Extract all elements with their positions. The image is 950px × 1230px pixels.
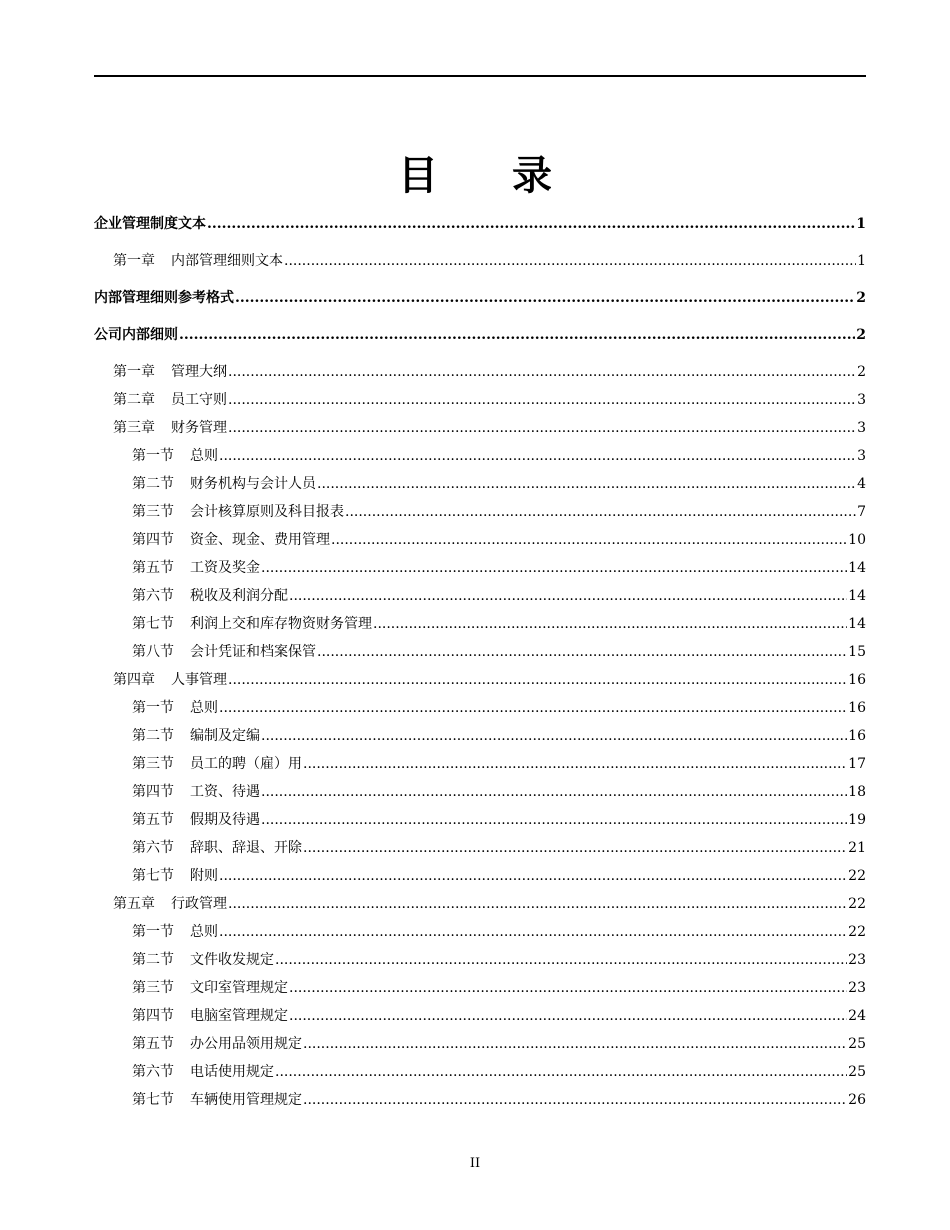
toc-entry-label: 员工守则 xyxy=(171,392,227,408)
toc-dot-leader xyxy=(284,247,856,275)
toc-entry[interactable] xyxy=(94,526,866,554)
toc-entry-page: 4 xyxy=(857,476,866,492)
toc-entry-label: 办公用品领用规定 xyxy=(190,1036,302,1052)
toc-dot-leader xyxy=(219,918,847,946)
toc-entry-label: 内部管理细则参考格式 xyxy=(94,290,234,306)
toc-entry-number: 第六节 xyxy=(132,588,174,604)
toc-entry-page: 14 xyxy=(848,616,866,632)
toc-dot-leader xyxy=(289,974,847,1002)
toc-entry[interactable] xyxy=(94,1086,866,1114)
toc-entry-page: 3 xyxy=(857,448,866,464)
toc-entry-page: 2 xyxy=(856,290,866,306)
toc-entry-page: 3 xyxy=(857,420,866,436)
toc-entry-number: 第五章 xyxy=(113,896,155,912)
toc-entry-label: 税收及利润分配 xyxy=(190,588,288,604)
page-title: 目 录 xyxy=(398,152,582,199)
toc-entry-number: 第二章 xyxy=(113,392,155,408)
toc-entry-page: 25 xyxy=(848,1064,866,1080)
header-rule xyxy=(94,75,866,77)
toc-entry[interactable] xyxy=(94,806,866,834)
toc-entry[interactable] xyxy=(94,247,866,275)
toc-entry-page: 22 xyxy=(848,868,866,884)
toc-entry-label: 公司内部细则 xyxy=(94,327,178,343)
toc-entry-page: 24 xyxy=(848,1008,866,1024)
toc-entry[interactable] xyxy=(94,210,866,247)
toc-entry-number: 第一节 xyxy=(132,448,174,464)
toc-entry-number: 第一章 xyxy=(113,253,155,269)
toc-entry-page: 10 xyxy=(848,532,866,548)
toc-entry-page: 17 xyxy=(848,756,866,772)
toc-entry[interactable] xyxy=(94,778,866,806)
toc-dot-leader xyxy=(303,1030,847,1058)
toc-entry[interactable] xyxy=(94,918,866,946)
toc-entry-page: 25 xyxy=(848,1036,866,1052)
toc-entry[interactable] xyxy=(94,946,866,974)
toc-entry-page: 21 xyxy=(848,840,866,856)
toc-entry-number: 第一节 xyxy=(132,924,174,940)
toc-entry-label: 会计凭证和档案保管 xyxy=(190,644,316,660)
toc-entry-number: 第二节 xyxy=(132,952,174,968)
toc-entry-number: 第四节 xyxy=(132,784,174,800)
toc-entry[interactable] xyxy=(94,834,866,862)
toc-entry-label: 电话使用规定 xyxy=(190,1064,274,1080)
toc-entry[interactable] xyxy=(94,722,866,750)
toc-entry-label: 行政管理 xyxy=(171,896,227,912)
toc-entry-number: 第五节 xyxy=(132,1036,174,1052)
toc-dot-leader xyxy=(303,834,847,862)
toc-dot-leader xyxy=(179,321,855,349)
table-of-contents xyxy=(94,210,866,1114)
toc-entry[interactable] xyxy=(94,442,866,470)
toc-dot-leader xyxy=(345,498,856,526)
toc-entry-number: 第四节 xyxy=(132,1008,174,1024)
toc-entry-page: 23 xyxy=(848,952,866,968)
toc-entry-page: 2 xyxy=(857,364,866,380)
toc-entry-number: 第七节 xyxy=(132,868,174,884)
toc-entry-number: 第六节 xyxy=(132,1064,174,1080)
toc-entry-label: 会计核算原则及科目报表 xyxy=(190,504,344,520)
toc-dot-leader xyxy=(228,666,847,694)
toc-entry[interactable] xyxy=(94,1030,866,1058)
toc-entry-page: 22 xyxy=(848,896,866,912)
toc-dot-leader xyxy=(228,386,856,414)
page-number: II xyxy=(469,1156,481,1171)
toc-dot-leader xyxy=(317,638,847,666)
toc-entry[interactable] xyxy=(94,321,866,358)
toc-entry-number: 第八节 xyxy=(132,644,174,660)
toc-entry-number: 第六节 xyxy=(132,840,174,856)
toc-entry-page: 14 xyxy=(848,560,866,576)
toc-entry-label: 车辆使用管理规定 xyxy=(190,1092,302,1108)
toc-entry-label: 工资、待遇 xyxy=(190,784,260,800)
toc-entry-label: 电脑室管理规定 xyxy=(190,1008,288,1024)
toc-entry[interactable] xyxy=(94,610,866,638)
toc-entry-page: 7 xyxy=(857,504,866,520)
toc-entry[interactable] xyxy=(94,554,866,582)
toc-entry-label: 文印室管理规定 xyxy=(190,980,288,996)
toc-entry[interactable] xyxy=(94,284,866,321)
toc-dot-leader xyxy=(275,1058,847,1086)
toc-entry-label: 假期及待遇 xyxy=(190,812,260,828)
toc-entry-label: 管理大纲 xyxy=(171,364,227,380)
toc-entry-label: 内部管理细则文本 xyxy=(171,253,283,269)
toc-entry[interactable] xyxy=(94,386,866,414)
toc-dot-leader xyxy=(261,778,847,806)
toc-entry-label: 编制及定编 xyxy=(190,728,260,744)
toc-entry-label: 资金、现金、费用管理 xyxy=(190,532,330,548)
toc-dot-leader xyxy=(261,806,847,834)
toc-entry-number: 第五节 xyxy=(132,812,174,828)
toc-dot-leader xyxy=(289,1002,847,1030)
toc-entry[interactable] xyxy=(94,582,866,610)
toc-entry-page: 2 xyxy=(856,327,866,343)
toc-dot-leader xyxy=(228,358,856,386)
toc-dot-leader xyxy=(235,284,855,312)
toc-entry-page: 22 xyxy=(848,924,866,940)
toc-entry[interactable] xyxy=(94,750,866,778)
toc-entry-page: 19 xyxy=(848,812,866,828)
toc-entry-page: 16 xyxy=(848,672,866,688)
toc-entry-page: 23 xyxy=(848,980,866,996)
toc-entry[interactable] xyxy=(94,470,866,498)
toc-entry-label: 文件收发规定 xyxy=(190,952,274,968)
toc-dot-leader xyxy=(289,582,847,610)
toc-entry[interactable] xyxy=(94,1058,866,1086)
toc-entry-label: 辞职、辞退、开除 xyxy=(190,840,302,856)
toc-entry-number: 第五节 xyxy=(132,560,174,576)
toc-entry-page: 1 xyxy=(856,216,866,232)
toc-entry-label: 财务机构与会计人员 xyxy=(190,476,316,492)
toc-entry-number: 第一章 xyxy=(113,364,155,380)
toc-dot-leader xyxy=(228,414,856,442)
toc-entry-number: 第四节 xyxy=(132,532,174,548)
toc-entry-number: 第三节 xyxy=(132,756,174,772)
toc-entry-number: 第三章 xyxy=(113,420,155,436)
toc-entry-number: 第四章 xyxy=(113,672,155,688)
toc-entry-label: 员工的聘（雇）用 xyxy=(190,756,302,772)
toc-entry-label: 工资及奖金 xyxy=(190,560,260,576)
toc-entry-number: 第二节 xyxy=(132,476,174,492)
toc-entry-number: 第三节 xyxy=(132,504,174,520)
toc-entry[interactable] xyxy=(94,890,866,918)
toc-entry-number: 第七节 xyxy=(132,1092,174,1108)
toc-entry-number: 第二节 xyxy=(132,728,174,744)
toc-dot-leader xyxy=(261,722,847,750)
toc-entry-page: 16 xyxy=(848,728,866,744)
toc-dot-leader xyxy=(228,890,847,918)
toc-entry-label: 总则 xyxy=(190,700,218,716)
toc-entry-label: 财务管理 xyxy=(171,420,227,436)
toc-entry[interactable] xyxy=(94,358,866,386)
toc-dot-leader xyxy=(219,694,847,722)
toc-entry[interactable] xyxy=(94,414,866,442)
toc-dot-leader xyxy=(219,442,856,470)
toc-entry[interactable] xyxy=(94,974,866,1002)
toc-dot-leader xyxy=(331,526,847,554)
toc-dot-leader xyxy=(207,210,855,238)
toc-dot-leader xyxy=(303,750,847,778)
toc-entry-label: 企业管理制度文本 xyxy=(94,216,206,232)
toc-entry-page: 16 xyxy=(848,700,866,716)
toc-dot-leader xyxy=(275,946,847,974)
toc-entry[interactable] xyxy=(94,862,866,890)
toc-entry-label: 利润上交和库存物资财务管理 xyxy=(190,616,372,632)
toc-dot-leader xyxy=(219,862,847,890)
toc-entry-label: 总则 xyxy=(190,448,218,464)
toc-entry[interactable] xyxy=(94,666,866,694)
toc-entry[interactable] xyxy=(94,638,866,666)
toc-entry-page: 14 xyxy=(848,588,866,604)
toc-entry-page: 15 xyxy=(848,644,866,660)
toc-entry-page: 3 xyxy=(857,392,866,408)
toc-dot-leader xyxy=(317,470,856,498)
toc-dot-leader xyxy=(261,554,847,582)
toc-entry-number: 第七节 xyxy=(132,616,174,632)
toc-entry[interactable] xyxy=(94,498,866,526)
toc-entry-page: 26 xyxy=(848,1092,866,1108)
toc-entry[interactable] xyxy=(94,1002,866,1030)
toc-dot-leader xyxy=(303,1086,847,1114)
toc-entry-page: 1 xyxy=(857,253,866,269)
toc-entry-number: 第一节 xyxy=(132,700,174,716)
toc-entry-page: 18 xyxy=(848,784,866,800)
toc-entry-label: 总则 xyxy=(190,924,218,940)
toc-entry-number: 第三节 xyxy=(132,980,174,996)
toc-entry-label: 附则 xyxy=(190,868,218,884)
toc-dot-leader xyxy=(373,610,847,638)
toc-entry-label: 人事管理 xyxy=(171,672,227,688)
toc-entry[interactable] xyxy=(94,694,866,722)
